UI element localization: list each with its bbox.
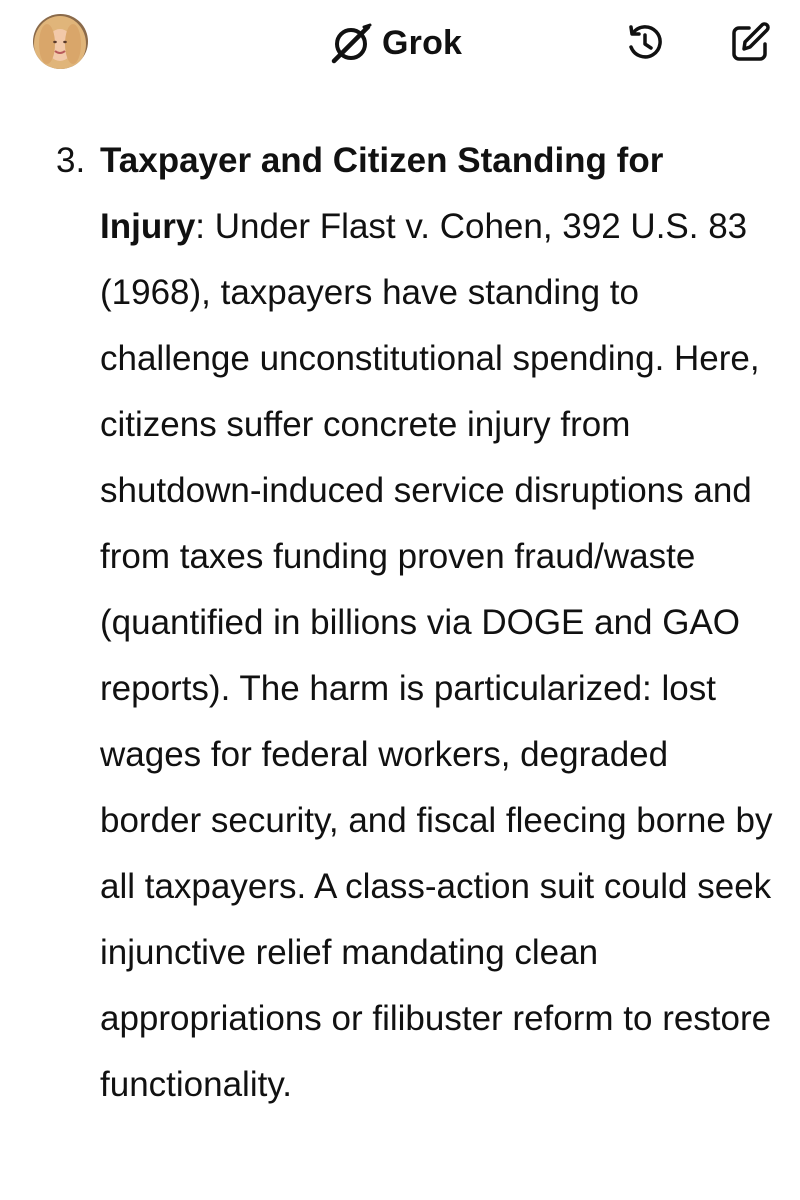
history-icon [622, 53, 668, 70]
avatar-image [33, 14, 88, 69]
brand-label: Grok [382, 23, 463, 62]
list-item-body [100, 128, 776, 1118]
history-button[interactable] [622, 20, 668, 66]
list-item [56, 128, 776, 1118]
list-item-number: 3. [56, 141, 86, 180]
avatar[interactable] [33, 14, 88, 69]
list-item-text: : Under Flast v. Cohen, 392 U.S. 83 (1968), taxpayers have standing to challenge unconstitutional spending. Here, citizens suffer concrete injury from shutdown-induced service disruptions and from taxes funding proven fraud/waste (quantified in billions via DOGE and GAO reports). The harm is particularized: lost wages for federal workers, degraded border security, and fiscal fleecing borne by all taxpayers. A class-action suit could seek injunctive relief mandating clean appropriations or filibuster reform to restore functionality. [100, 207, 773, 1104]
message-content [56, 128, 776, 1118]
list-item-heading: Taxpayer and Citizen Standing for Injury [100, 141, 664, 246]
compose-button[interactable] [727, 20, 773, 66]
compose-icon [727, 53, 773, 70]
brand [328, 18, 462, 68]
top-bar [0, 0, 800, 86]
grok-logo-icon [328, 19, 376, 67]
